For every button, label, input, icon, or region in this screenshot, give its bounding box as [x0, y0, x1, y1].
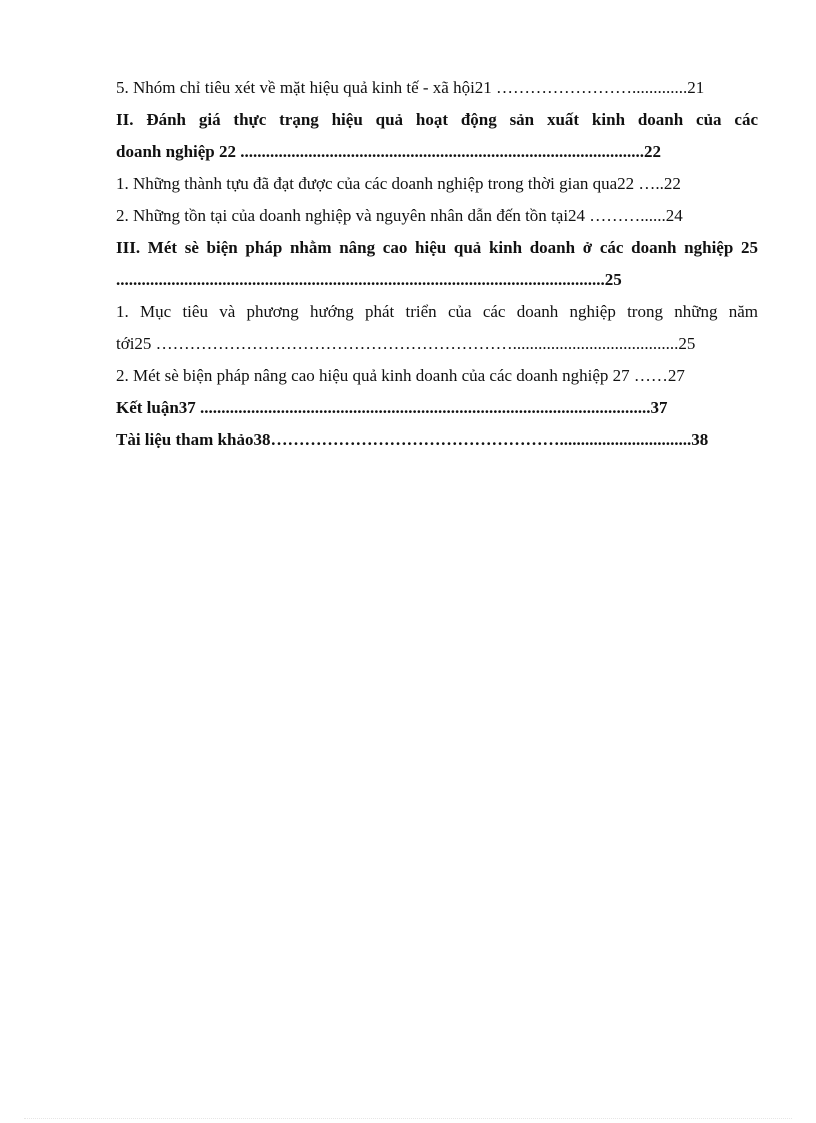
toc-entry-line: II. Đánh giá thực trạng hiệu quả hoạt động sản xuất kinh doanh của các	[116, 110, 758, 129]
toc-entry-line: ...................................................................................................................25	[116, 270, 622, 289]
toc-entry-1-achievements: 1. Những thành tựu đã đạt được của các doanh nghiệp trong thời gian qua22 …..22	[116, 174, 681, 193]
page-bottom-divider	[24, 1118, 792, 1119]
toc-entry-III-measures	[116, 232, 758, 296]
toc-entry-1-goals	[116, 296, 758, 360]
table-of-contents	[116, 72, 758, 456]
toc-entry-line: III. Mét sè biện pháp nhằm nâng cao hiệu quả kinh doanh ở các doanh nghiệp 25	[116, 238, 758, 257]
toc-entry-references: Tài liệu tham khảo38……………………………………………...............................38	[116, 430, 709, 449]
toc-entry-line: doanh nghiệp 22 ...............................................................................................22	[116, 142, 661, 161]
toc-entry-2-shortcomings: 2. Những tồn tại của doanh nghiệp và nguyên nhân dẫn đến tồn tại24 ………......24	[116, 206, 683, 225]
toc-entry-line: tới25 ……………………………………………………….......................................25	[116, 334, 696, 353]
toc-entry-II-assessment	[116, 104, 758, 168]
toc-entry-line: 1. Mục tiêu và phương hướng phát triển của các doanh nghiệp trong những năm	[116, 302, 758, 321]
toc-entry-conclusion: Kết luận37 ..........................................................................................................37	[116, 398, 668, 417]
toc-entry-2-improvement-measures: 2. Mét sè biện pháp nâng cao hiệu quả kinh doanh của các doanh nghiệp 27 ……27	[116, 366, 685, 385]
toc-entry-5-social-economic-indicators: 5. Nhóm chỉ tiêu xét về mặt hiệu quả kinh tế - xã hội21 …………………….............21	[116, 78, 705, 97]
